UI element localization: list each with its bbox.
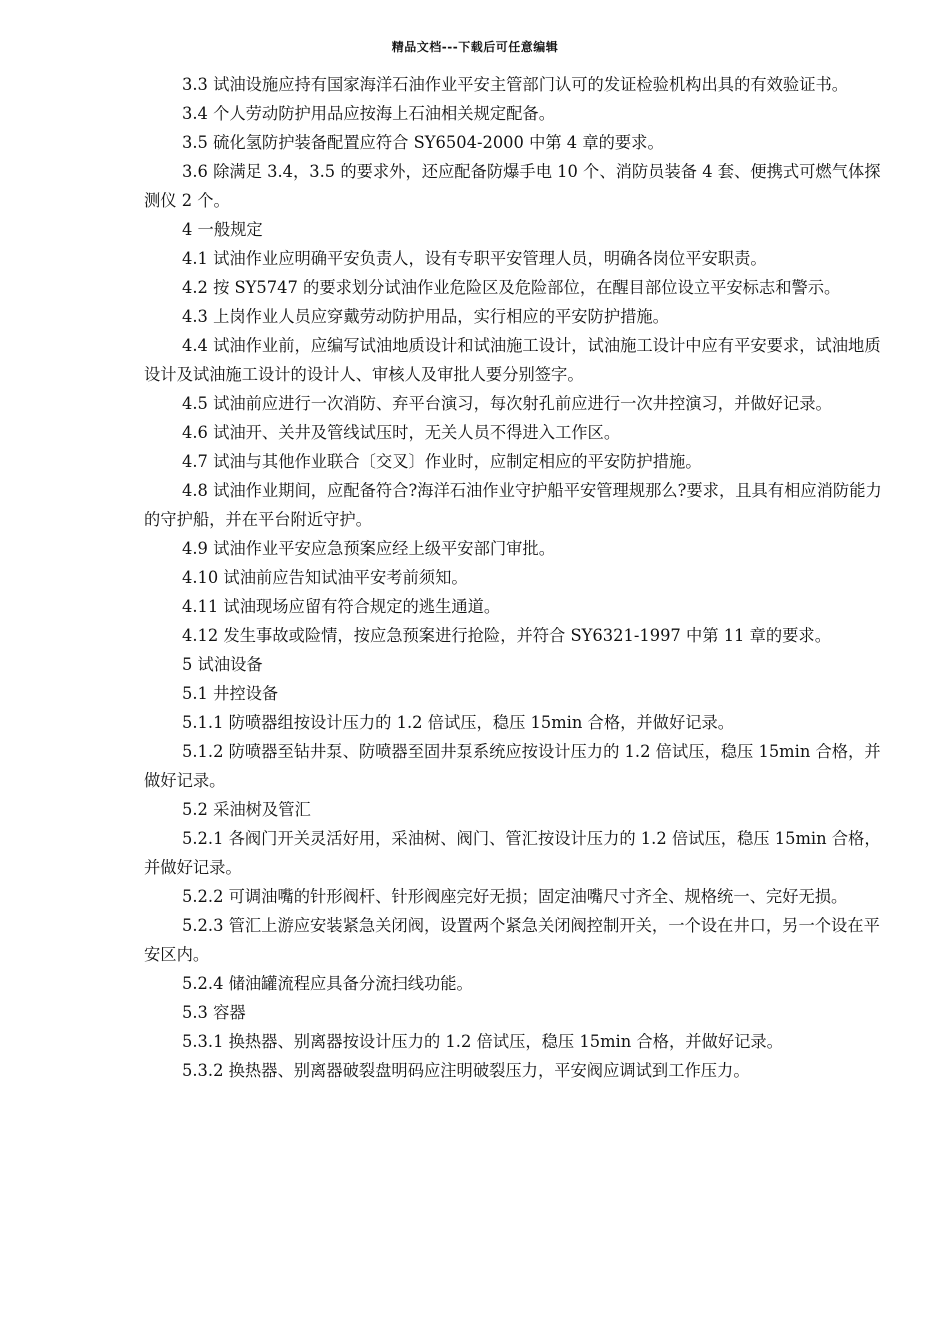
clause-4-11: 4.11 试油现场应留有符合规定的逃生通道。 — [182, 597, 501, 616]
clause-4-8: 4.8 试油作业期间，应配备符合?海洋石油作业守护船平安管理规那么?要求，且具有相应消防能力的守护船，并在平台附近守护。 — [144, 481, 882, 529]
subsection-heading-5-2: 5.2 采油树及管汇 — [182, 800, 311, 819]
section-heading-5: 5 试油设备 — [182, 655, 263, 674]
clause-4-6: 4.6 试油开、关井及管线试压时，无关人员不得进入工作区。 — [182, 423, 621, 442]
clause-4-1: 4.1 试油作业应明确平安负责人，设有专职平安管理人员，明确各岗位平安职责。 — [182, 249, 767, 268]
clause-4-3: 4.3 上岗作业人员应穿戴劳动防护用品，实行相应的平安防护措施。 — [182, 307, 669, 326]
clause-5-1-2: 5.1.2 防喷器至钻井泵、防喷器至固井泵系统应按设计压力的 1.2 倍试压，稳压 15min 合格，并做好记录。 — [144, 742, 881, 790]
page-header: 精品文档---下载后可任意编辑 — [391, 40, 559, 54]
clause-4-2: 4.2 按 SY5747 的要求划分试油作业危险区及危险部位，在醒目部位设立平安标志和警示。 — [182, 278, 841, 297]
clause-4-5: 4.5 试油前应进行一次消防、弃平台演习，每次射孔前应进行一次井控演习，并做好记录。 — [182, 394, 832, 413]
subsection-heading-5-3: 5.3 容器 — [182, 1003, 246, 1022]
clause-5-2-3: 5.2.3 管汇上游应安装紧急关闭阀，设置两个紧急关闭阀控制开关，一个设在井口，另一个设在平安区内。 — [144, 916, 880, 964]
clause-4-4: 4.4 试油作业前，应编写试油地质设计和试油施工设计，试油施工设计中应有平安要求，试油地质设计及试油施工设计的设计人、审核人及审批人要分别签字。 — [144, 336, 881, 384]
clause-5-2-4: 5.2.4 储油罐流程应具备分流扫线功能。 — [182, 974, 473, 993]
subsection-heading-5-1: 5.1 井控设备 — [182, 684, 279, 703]
clause-3-6: 3.6 除满足 3.4，3.5 的要求外，还应配备防爆手电 10 个、消防员装备 4 套、便携式可燃气体探测仪 2 个。 — [144, 162, 881, 210]
clause-4-9: 4.9 试油作业平安应急预案应经上级平安部门审批。 — [182, 539, 555, 558]
section-heading-4: 4 一般规定 — [182, 220, 263, 239]
clause-4-10: 4.10 试油前应告知试油平安考前须知。 — [182, 568, 468, 587]
clause-5-2-2: 5.2.2 可调油嘴的针形阀杆、针形阀座完好无损；固定油嘴尺寸齐全、规格统一、完好无损。 — [182, 887, 848, 906]
clause-5-3-1: 5.3.1 换热器、别离器按设计压力的 1.2 倍试压，稳压 15min 合格，并做好记录。 — [182, 1032, 783, 1051]
clause-3-3: 3.3 试油设施应持有国家海洋石油作业平安主管部门认可的发证检验机构出具的有效验证书。 — [182, 75, 849, 94]
clause-3-5: 3.5 硫化氢防护装备配置应符合 SY6504-2000 中第 4 章的要求。 — [182, 133, 664, 152]
clause-3-4: 3.4 个人劳动防护用品应按海上石油相关规定配备。 — [182, 104, 555, 123]
clause-4-7: 4.7 试油与其他作业联合〔交叉〕作业时，应制定相应的平安防护措施。 — [182, 452, 702, 471]
document-body — [144, 70, 884, 1085]
clause-5-3-2: 5.3.2 换热器、别离器破裂盘明码应注明破裂压力，平安阀应调试到工作压力。 — [182, 1061, 750, 1080]
clause-5-1-1: 5.1.1 防喷器组按设计压力的 1.2 倍试压，稳压 15min 合格，并做好记录。 — [182, 713, 735, 732]
clause-5-2-1: 5.2.1 各阀门开关灵活好用，采油树、阀门、管汇按设计压力的 1.2 倍试压，稳压 15min 合格，并做好记录。 — [144, 829, 881, 877]
clause-4-12: 4.12 发生事故或险情，按应急预案进行抢险，并符合 SY6321-1997 中第 11 章的要求。 — [182, 626, 831, 645]
